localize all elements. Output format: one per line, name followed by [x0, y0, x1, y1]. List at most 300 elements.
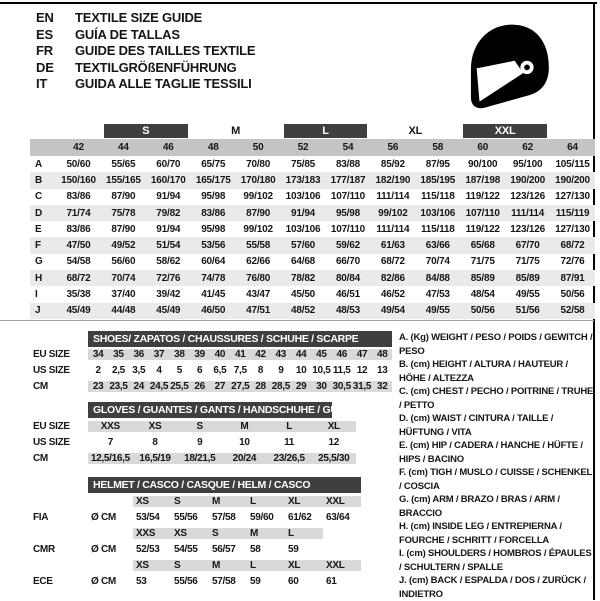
- numeric-size: 60: [477, 142, 489, 153]
- size-value: 75/85: [291, 158, 316, 170]
- size-value: 111/114: [511, 207, 545, 219]
- size-value: 123/126: [510, 191, 545, 203]
- size-value: 11,5: [332, 365, 351, 377]
- size-value: 65/75: [201, 158, 226, 170]
- diameter-unit: Ø CM: [91, 575, 116, 587]
- size-value: 23: [88, 381, 108, 392]
- size-value: 64/68: [291, 256, 316, 268]
- size-value: 47/51: [246, 305, 271, 317]
- size-value: 49/55: [425, 305, 450, 317]
- size-value: 83/86: [66, 191, 91, 203]
- size-value: 23/26,5: [267, 453, 312, 464]
- size-value: 28,5: [271, 380, 290, 392]
- size-value: XS: [133, 421, 178, 432]
- measure-row-b: [30, 172, 595, 188]
- size-value: 71/75: [515, 256, 540, 268]
- size-value: 63/66: [425, 240, 450, 252]
- size-value: 111/114: [376, 191, 410, 203]
- size-value: 23,5: [109, 380, 128, 392]
- size-value: 59/62: [335, 240, 360, 252]
- measure-row-h: [30, 270, 595, 286]
- row-label: US SIZE: [33, 365, 70, 377]
- numeric-size: 48: [207, 142, 219, 153]
- row-letter: I: [35, 289, 38, 301]
- helmet-size: XS: [133, 560, 171, 571]
- size-value: 42: [250, 349, 270, 360]
- size-value: 41/45: [201, 289, 226, 301]
- size-value: 95/98: [335, 207, 360, 219]
- row-letter: E: [35, 223, 42, 235]
- language-code: DE: [36, 59, 54, 75]
- size-value: 12: [328, 436, 340, 448]
- size-value: 103/106: [285, 223, 321, 235]
- legend-item: J. (cm) BACK / ESPALDA / DOS / ZURÜCK / INDIETRO: [399, 575, 586, 600]
- size-value: 37: [149, 349, 169, 360]
- size-group-xxl: XXL: [463, 124, 547, 138]
- helmet-size: S: [209, 528, 247, 539]
- language-row: [36, 27, 255, 44]
- helmet-size: L: [285, 528, 323, 539]
- size-value: 40: [210, 349, 230, 360]
- size-value: 95/98: [201, 223, 226, 235]
- helmet-size: S: [171, 560, 209, 571]
- helmet-size: XXL: [323, 496, 361, 507]
- helmet-values-row-cmr: [33, 541, 363, 557]
- size-value: 58: [250, 543, 261, 555]
- size-value: 187/198: [465, 174, 501, 186]
- size-value: S: [177, 421, 222, 432]
- size-value: 107/110: [330, 191, 366, 203]
- numeric-size: 58: [432, 142, 444, 153]
- shoes-table-rows: [33, 347, 393, 394]
- size-value: 57/58: [212, 575, 236, 587]
- size-value: 7: [107, 436, 113, 448]
- size-value: 99/102: [378, 207, 408, 219]
- helmet-sizes-row-ece: [33, 557, 363, 573]
- size-value: 119/122: [465, 191, 500, 203]
- size-value: L: [267, 421, 312, 432]
- size-value: 71/74: [66, 207, 91, 219]
- size-value: 173/183: [285, 174, 321, 186]
- size-value: 2,5: [111, 365, 125, 377]
- numeric-size: 44: [118, 142, 129, 153]
- size-value: 61/62: [288, 511, 312, 523]
- size-group-row: [30, 122, 595, 139]
- size-value: 56/57: [212, 543, 236, 555]
- size-value: 103/106: [285, 191, 321, 203]
- size-value: 39: [189, 349, 209, 360]
- size-value: 91/94: [156, 191, 181, 203]
- top-border-line: [0, 2, 597, 4]
- size-value: 87/90: [246, 207, 271, 219]
- size-value: 72/76: [560, 256, 585, 268]
- size-value: 85/89: [515, 272, 540, 284]
- size-value: 52/53: [136, 543, 160, 555]
- size-value: XL: [311, 421, 356, 432]
- size-value: 53/54: [136, 511, 160, 523]
- size-value: 84/88: [425, 272, 450, 284]
- size-value: 65/68: [470, 240, 495, 252]
- size-value: 8: [152, 436, 158, 448]
- size-value: 55/58: [246, 240, 271, 252]
- size-value: 25,5/30: [311, 453, 356, 464]
- helmet-values-row-fia: [33, 509, 363, 525]
- guide-title: GUIDA ALLE TAGLIE TESSILI: [75, 76, 252, 91]
- size-value: 55/56: [174, 511, 198, 523]
- size-value: 12,5/16,5: [88, 453, 133, 464]
- measure-row-a: [30, 156, 595, 172]
- size-value: 68/72: [560, 240, 585, 252]
- size-value: 34: [88, 349, 108, 360]
- size-value: XXS: [88, 421, 133, 432]
- size-value: 95/100: [512, 158, 543, 170]
- size-value: 85/92: [380, 158, 405, 170]
- legend-item: C. (cm) CHEST / PECHO / POITRINE / TRUHE / PETTO: [399, 386, 594, 411]
- legend-item: A. (Kg) WEIGHT / PESO / POIDS / GEWITCH / PESO: [399, 332, 593, 357]
- numeric-size: 54: [342, 142, 354, 153]
- size-value: 127/130: [555, 223, 590, 235]
- size-value: 123/126: [510, 223, 545, 235]
- size-value: 6: [197, 365, 203, 377]
- racing-helmet-icon: [452, 18, 564, 113]
- size-value: 41: [230, 349, 250, 360]
- size-value: 165/175: [195, 174, 231, 186]
- row-letter: G: [35, 256, 43, 268]
- size-value: 70/74: [111, 272, 136, 284]
- size-value: 107/110: [465, 207, 500, 219]
- row-label: CM: [33, 452, 48, 464]
- numeric-size: 64: [567, 142, 578, 153]
- size-value: 25,5: [170, 380, 189, 392]
- size-value: 190/200: [555, 174, 590, 186]
- row-label: US SIZE: [33, 436, 70, 448]
- size-value: 185/195: [420, 174, 456, 186]
- size-value: M: [222, 421, 267, 432]
- size-group-xl: XL: [408, 124, 423, 137]
- helmet-table-title: HELMET / CASCO / CASQUE / HELM / CASCO: [88, 477, 361, 493]
- size-value: 107/110: [330, 223, 366, 235]
- size-value: 50/56: [470, 305, 495, 317]
- size-value: 31,5: [352, 380, 372, 392]
- guide-title: GUIDE DES TAILLES TEXTILE: [75, 43, 256, 58]
- size-value: 55/65: [111, 158, 136, 170]
- size-value: 48: [372, 349, 392, 360]
- helmet-size: XL: [285, 560, 323, 571]
- size-value: 60/64: [201, 256, 226, 268]
- size-value: 53: [136, 575, 147, 587]
- helmet-size: XXS: [133, 528, 171, 539]
- size-value: 24: [129, 381, 149, 392]
- size-value: 105/115: [555, 158, 590, 170]
- size-value: 177/187: [330, 174, 366, 186]
- size-value: 48/54: [470, 289, 495, 301]
- size-value: 8: [257, 365, 264, 377]
- size-value: 43: [271, 349, 291, 360]
- numeric-size: 62: [522, 142, 533, 153]
- size-value: 75/78: [111, 207, 136, 219]
- helmet-size: XS: [171, 528, 209, 539]
- size-value: 99/102: [243, 223, 273, 235]
- size-value: 80/84: [335, 272, 360, 284]
- measure-row-e: [30, 221, 595, 237]
- size-value: 47/50: [66, 240, 91, 252]
- helmet-table-rows: [33, 493, 363, 589]
- size-value: 18/21,5: [177, 453, 222, 464]
- row-label: EU SIZE: [33, 349, 70, 361]
- size-value: 2: [95, 365, 101, 377]
- size-value: 115/118: [420, 191, 455, 203]
- language-code: FR: [36, 43, 53, 58]
- size-value: 4: [156, 365, 162, 377]
- size-value: 62/66: [246, 256, 271, 268]
- size-value: 43/47: [246, 289, 271, 301]
- size-value: 35/38: [66, 289, 91, 301]
- size-value: 38: [169, 349, 189, 360]
- size-value: 59/60: [250, 511, 274, 523]
- size-value: 51/54: [156, 240, 181, 252]
- size-value: 95/98: [201, 191, 226, 203]
- size-value: 76/80: [246, 272, 271, 284]
- diameter-unit: Ø CM: [91, 543, 116, 555]
- shoes-table-title: SHOES/ ZAPATOS / CHAUSSURES / SCHUHE / SCARPE: [88, 331, 392, 347]
- size-value: 91/94: [156, 223, 181, 235]
- size-value: 67/70: [515, 240, 540, 252]
- row-letter: H: [35, 272, 43, 284]
- size-value: 53/56: [201, 240, 226, 252]
- size-value: 46/51: [335, 289, 360, 301]
- size-value: 61: [326, 575, 337, 587]
- legend-item: I. (cm) SHOULDERS / HOMBROS / ÉPAULES / SCHULTERN / SPALLE: [399, 548, 592, 573]
- size-value: 57/60: [291, 240, 316, 252]
- size-value: 72/76: [156, 272, 181, 284]
- helmet-table: [33, 477, 363, 589]
- size-value: 60: [288, 575, 299, 587]
- language-row: [36, 43, 255, 60]
- size-value: 50/56: [560, 289, 585, 301]
- size-value: 9: [278, 365, 284, 377]
- textile-size-table: [30, 122, 595, 319]
- size-value: 27,5: [231, 380, 250, 392]
- sub-row-us-size: [33, 363, 393, 379]
- size-value: 10: [239, 436, 250, 448]
- size-value: 49/52: [111, 240, 136, 252]
- helmet-size: XXL: [323, 560, 361, 571]
- helmet-size: M: [209, 560, 247, 571]
- size-value: 85/89: [470, 272, 495, 284]
- numeric-size-row: [30, 139, 595, 156]
- size-value: 182/190: [375, 174, 411, 186]
- size-value: 70/74: [425, 256, 450, 268]
- standard-label: CMR: [33, 543, 55, 555]
- row-letter: J: [35, 305, 41, 317]
- row-label: EU SIZE: [33, 420, 70, 432]
- size-value: 39/42: [156, 289, 181, 301]
- numeric-size: 46: [162, 142, 174, 153]
- helmet-size: M: [247, 528, 285, 539]
- size-value: 45/49: [66, 305, 91, 317]
- measurement-legend: [399, 331, 596, 601]
- size-value: 63/64: [326, 511, 350, 523]
- size-value: 37/40: [111, 289, 136, 301]
- size-value: 28: [250, 381, 270, 392]
- helmet-size: L: [247, 560, 285, 571]
- diameter-unit: Ø CM: [91, 511, 116, 523]
- sub-row-us-size: [33, 434, 360, 450]
- row-label: CM: [33, 380, 48, 392]
- measure-row-g: [30, 254, 595, 270]
- size-value: 83/86: [201, 207, 226, 219]
- size-value: 47/53: [425, 289, 450, 301]
- size-value: 46/52: [380, 289, 405, 301]
- size-value: 115/118: [420, 223, 455, 235]
- size-value: 30,5: [332, 380, 351, 392]
- size-value: 44: [291, 349, 311, 360]
- legend-item: D. (cm) WAIST / CINTURA / TAILLE / HÜFTUNG / VITA: [399, 413, 554, 438]
- shoes-table: [33, 331, 393, 394]
- size-value: 48/53: [335, 305, 360, 317]
- helmet-size: S: [171, 496, 209, 507]
- size-value: 83/88: [335, 158, 360, 170]
- helmet-sizes-row-cmr: [33, 525, 363, 541]
- size-value: 20/24: [222, 453, 267, 464]
- size-value: 44/48: [111, 305, 136, 317]
- guide-title: TEXTILE SIZE GUIDE: [75, 10, 203, 25]
- size-value: 10: [295, 365, 307, 377]
- measure-row-j: [30, 303, 595, 319]
- legend-item: E. (cm) HIP / CADERA / HANCHE / HÜFTE / HIPS / BACINO: [399, 440, 583, 465]
- size-value: 91/94: [291, 207, 316, 219]
- standard-label: ECE: [33, 575, 53, 587]
- language-code: EN: [36, 10, 54, 25]
- size-value: 155/165: [105, 174, 141, 186]
- size-value: 56/60: [111, 256, 136, 268]
- measure-row-d: [30, 205, 595, 221]
- helmet-sizes-row-fia: [33, 493, 363, 509]
- size-value: 127/130: [555, 191, 590, 203]
- size-value: 79/82: [156, 207, 181, 219]
- row-letter: C: [35, 191, 43, 203]
- size-value: 29: [291, 381, 311, 392]
- size-value: 45/50: [291, 289, 316, 301]
- size-value: 87/90: [111, 223, 136, 235]
- size-value: 83/86: [66, 223, 91, 235]
- size-value: 57/58: [212, 511, 236, 523]
- size-value: 58/62: [156, 256, 181, 268]
- size-value: 59: [288, 543, 299, 555]
- language-code: ES: [36, 26, 53, 42]
- standard-label: FIA: [33, 511, 49, 523]
- size-value: 50/60: [66, 158, 91, 170]
- measure-row-c: [30, 189, 595, 205]
- guide-title: GUÍA DE TALLAS: [75, 26, 180, 42]
- row-letter: A: [35, 158, 43, 170]
- size-value: 87/95: [425, 158, 450, 170]
- size-value: 9: [197, 436, 203, 448]
- size-value: 16,5/19: [133, 453, 178, 464]
- size-value: 55/56: [174, 575, 198, 587]
- legend-item: F. (cm) TIGH / MUSLO / CUISSE / SCHENKEL / COSCIA: [399, 467, 592, 492]
- size-value: 74/78: [201, 272, 226, 284]
- size-value: 30: [311, 381, 331, 392]
- size-value: 5: [176, 365, 182, 377]
- size-value: 7,5: [233, 365, 247, 377]
- measure-row-i: [30, 286, 595, 302]
- legend-item: G. (cm) ARM / BRAZO / BRAS / ARM / BRACCIO: [399, 494, 560, 519]
- size-value: 32: [372, 381, 392, 392]
- size-group-l: L: [284, 124, 368, 138]
- size-value: 45: [311, 349, 331, 360]
- size-value: 35: [108, 349, 128, 360]
- language-row: [36, 60, 255, 77]
- size-value: 3,5: [132, 365, 146, 377]
- numeric-size: 42: [73, 142, 84, 153]
- size-value: 12: [356, 365, 368, 377]
- size-value: 54/55: [174, 543, 198, 555]
- language-row: [36, 10, 255, 27]
- size-value: 87/91: [560, 272, 585, 284]
- helmet-size: L: [247, 496, 285, 507]
- size-value: 11: [284, 436, 295, 448]
- size-group-m: M: [231, 124, 241, 137]
- size-value: 24,5: [149, 380, 169, 392]
- size-value: 47: [352, 349, 372, 360]
- size-value: 45/49: [156, 305, 181, 317]
- size-value: 46/50: [201, 305, 226, 317]
- sub-row-eu-size: [33, 347, 393, 363]
- size-value: 90/100: [468, 158, 498, 170]
- gloves-table: [33, 402, 360, 466]
- numeric-size: 56: [387, 142, 399, 153]
- size-value: 51/56: [515, 305, 540, 317]
- helmet-size: XS: [133, 496, 171, 507]
- size-value: 46: [332, 349, 352, 360]
- language-row: [36, 76, 255, 93]
- size-value: 49/55: [515, 289, 540, 301]
- language-list: [36, 10, 255, 93]
- size-value: 87/90: [111, 191, 136, 203]
- size-value: 150/160: [61, 174, 96, 186]
- size-value: 82/86: [380, 272, 405, 284]
- helmet-size: M: [209, 496, 247, 507]
- size-value: 160/170: [150, 174, 186, 186]
- size-value: 99/102: [243, 191, 273, 203]
- row-letter: B: [35, 174, 43, 186]
- measure-row-f: [30, 237, 595, 253]
- row-letter: D: [35, 207, 43, 219]
- size-value: 61/63: [380, 240, 405, 252]
- size-value: 27: [210, 381, 230, 392]
- legend-item: B. (cm) HEIGHT / ALTURA / HAUTEUR / HÖHE / ALTEZZA: [399, 359, 568, 384]
- size-value: 68/72: [380, 256, 405, 268]
- size-value: 54/58: [66, 256, 91, 268]
- size-value: 13: [377, 365, 388, 377]
- size-value: 190/200: [510, 174, 545, 186]
- size-value: 71/75: [470, 256, 495, 268]
- size-value: 59: [250, 575, 261, 587]
- sub-row-eu-size: [33, 418, 360, 434]
- row-letter: F: [35, 240, 41, 252]
- legend-item: H. (cm) INSIDE LEG / ENTREPIERNA / FOURCHE / SCHRITT / FORCELLA: [399, 521, 562, 546]
- size-value: 36: [129, 349, 149, 360]
- language-code: IT: [36, 76, 48, 91]
- size-value: 48/52: [291, 305, 316, 317]
- size-value: 103/106: [420, 207, 456, 219]
- size-value: 111/114: [376, 223, 410, 235]
- guide-title: TEXTILGRÖßENFÜHRUNG: [75, 59, 237, 75]
- size-value: 52/58: [560, 305, 585, 317]
- size-group-s: S: [104, 124, 188, 138]
- sub-row-cm: [33, 450, 360, 466]
